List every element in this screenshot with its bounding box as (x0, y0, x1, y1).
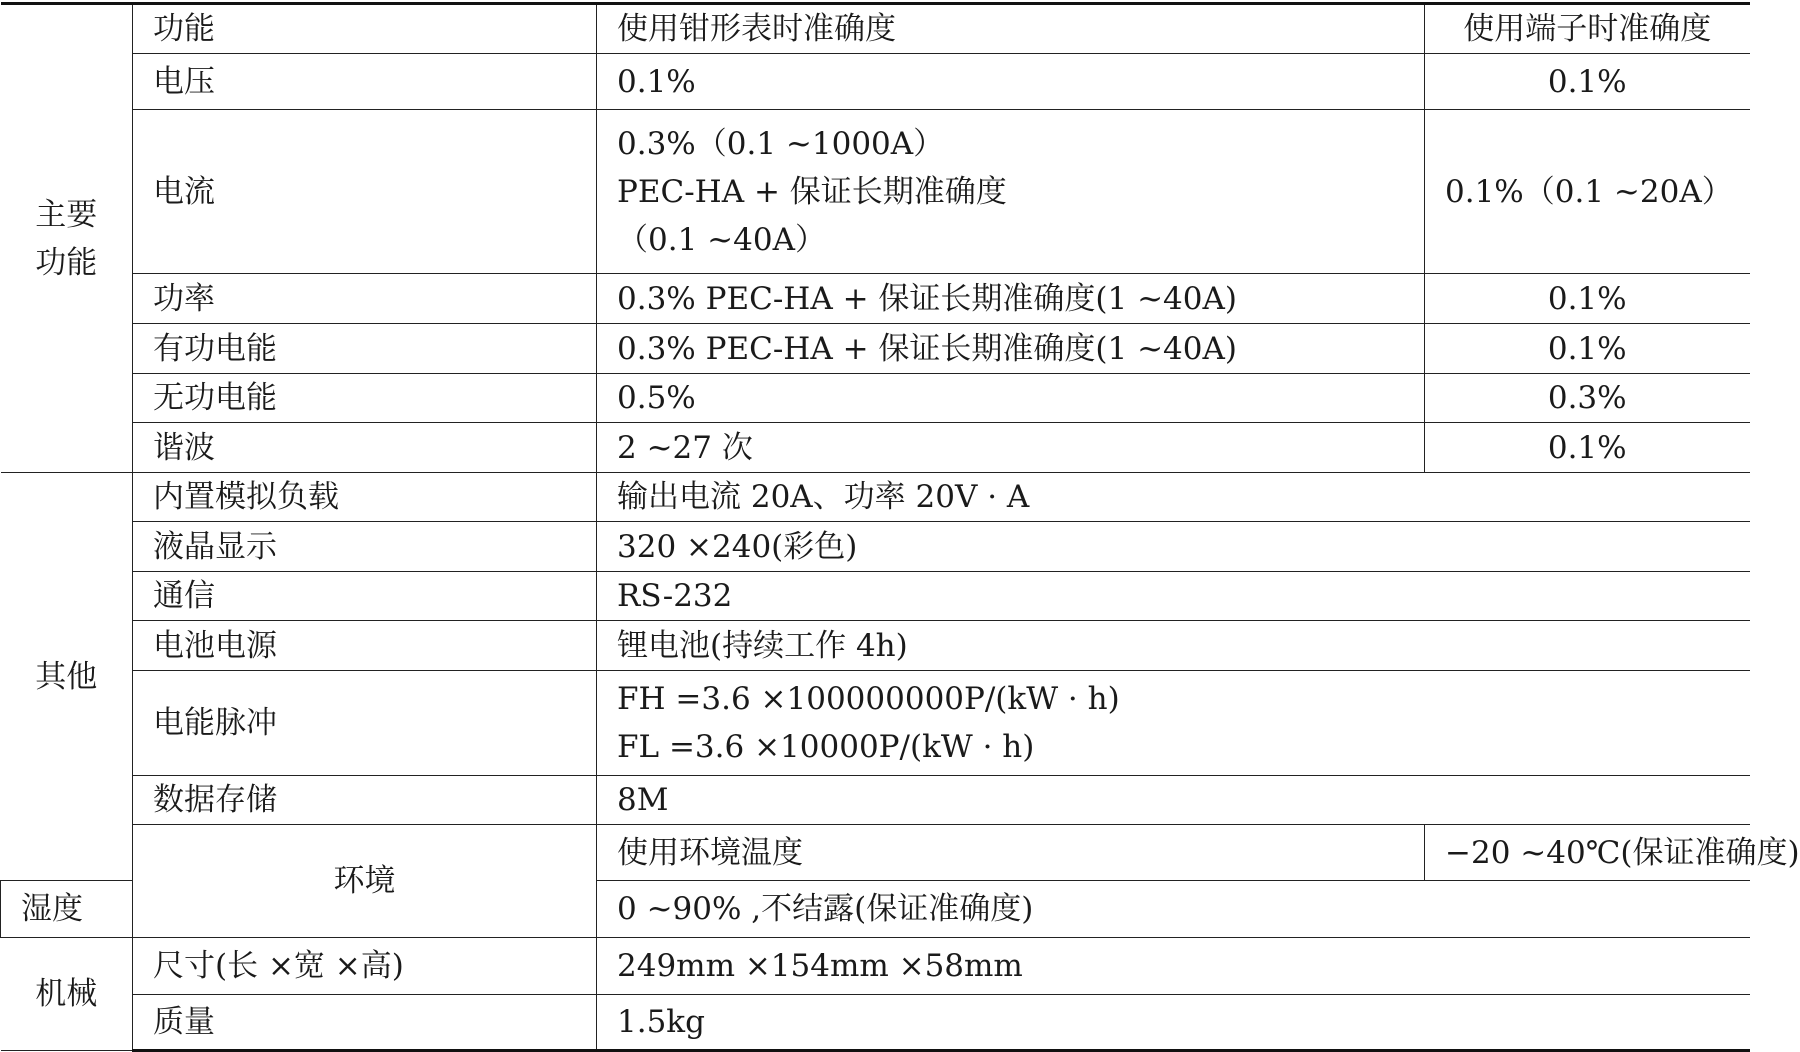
function-name: 无功电能 (133, 374, 597, 423)
function-name: 湿度 (1, 881, 133, 938)
spec-value: −20 ~40℃(保证准确度) (1425, 825, 1750, 881)
spec-table (0, 2, 1800, 1052)
function-name: 质量 (133, 995, 597, 1051)
function-name: 有功电能 (133, 324, 597, 374)
terminal-accuracy: 0.1%（0.1 ~20A） (1425, 110, 1750, 274)
clamp-accuracy: 0.3% PEC-HA + 保证长期准确度(1 ~40A) (597, 324, 1425, 374)
table-row (1, 110, 1750, 274)
spec-value: 249mm ×154mm ×58mm (597, 938, 1750, 995)
table-row (1, 423, 1750, 473)
function-name: 通信 (133, 572, 597, 621)
spec-value-line: FL =3.6 ×10000P/(kW · h) (617, 729, 1035, 765)
spec-value: 8M (597, 776, 1750, 825)
category-environment: 环境 (133, 825, 597, 938)
spec-value: 320 ×240(彩色) (597, 522, 1750, 572)
clamp-accuracy-line: （0.1 ~40A） (617, 221, 826, 258)
function-name: 液晶显示 (133, 522, 597, 572)
clamp-accuracy: 2 ~27 次 (597, 423, 1425, 473)
table-row (1, 374, 1750, 423)
header-function: 功能 (133, 4, 597, 54)
table-row (1, 671, 1750, 776)
terminal-accuracy: 0.1% (1425, 324, 1750, 374)
spec-value: 锂电池(持续工作 4h) (597, 621, 1750, 671)
table-row (1, 324, 1750, 374)
table-row (1, 938, 1750, 995)
category-main-functions (1, 4, 133, 473)
function-name: 内置模拟负载 (133, 473, 597, 522)
function-name: 数据存储 (133, 776, 597, 825)
category-label-line2: 功能 (35, 244, 98, 281)
table-row (1, 995, 1750, 1051)
header-terminal-accuracy: 使用端子时准确度 (1425, 4, 1750, 54)
terminal-accuracy: 0.3% (1425, 374, 1750, 423)
table-row (1, 522, 1750, 572)
function-name: 电能脉冲 (133, 671, 597, 776)
table-row (1, 572, 1750, 621)
function-name: 电池电源 (133, 621, 597, 671)
category-mechanical: 机械 (1, 938, 133, 1051)
terminal-accuracy: 0.1% (1425, 423, 1750, 473)
table-row (1, 54, 1750, 110)
table-row (1, 274, 1750, 324)
header-clamp-accuracy: 使用钳形表时准确度 (597, 4, 1425, 54)
function-name: 电压 (133, 54, 597, 110)
table-row (1, 621, 1750, 671)
table-row (1, 473, 1750, 522)
function-name: 功率 (133, 274, 597, 324)
table-row (1, 825, 1750, 881)
terminal-accuracy: 0.1% (1425, 274, 1750, 324)
terminal-accuracy: 0.1% (1425, 54, 1750, 110)
function-name: 电流 (133, 110, 597, 274)
clamp-accuracy (597, 110, 1425, 274)
clamp-accuracy-line: PEC-HA + 保证长期准确度 (617, 173, 1007, 210)
table-row (1, 776, 1750, 825)
function-name: 使用环境温度 (597, 825, 1425, 881)
spec-value: RS-232 (597, 572, 1750, 621)
spec-value: 1.5kg (597, 995, 1750, 1051)
category-label-line1: 主要 (35, 196, 98, 233)
table-header-row (1, 4, 1750, 54)
spec-value: 输出电流 20A、功率 20V · A (597, 473, 1750, 522)
function-name: 谐波 (133, 423, 597, 473)
spec-value: 0 ~90% ,不结露(保证准确度) (597, 881, 1750, 938)
clamp-accuracy-line: 0.3%（0.1 ~1000A） (617, 125, 945, 162)
spec-value-line: FH =3.6 ×100000000P/(kW · h) (617, 681, 1120, 717)
spec-value (597, 671, 1750, 776)
clamp-accuracy: 0.3% PEC-HA + 保证长期准确度(1 ~40A) (597, 274, 1425, 324)
function-name: 尺寸(长 ×宽 ×高) (133, 938, 597, 995)
category-other: 其他 (1, 473, 133, 881)
clamp-accuracy: 0.5% (597, 374, 1425, 423)
clamp-accuracy: 0.1% (597, 54, 1425, 110)
